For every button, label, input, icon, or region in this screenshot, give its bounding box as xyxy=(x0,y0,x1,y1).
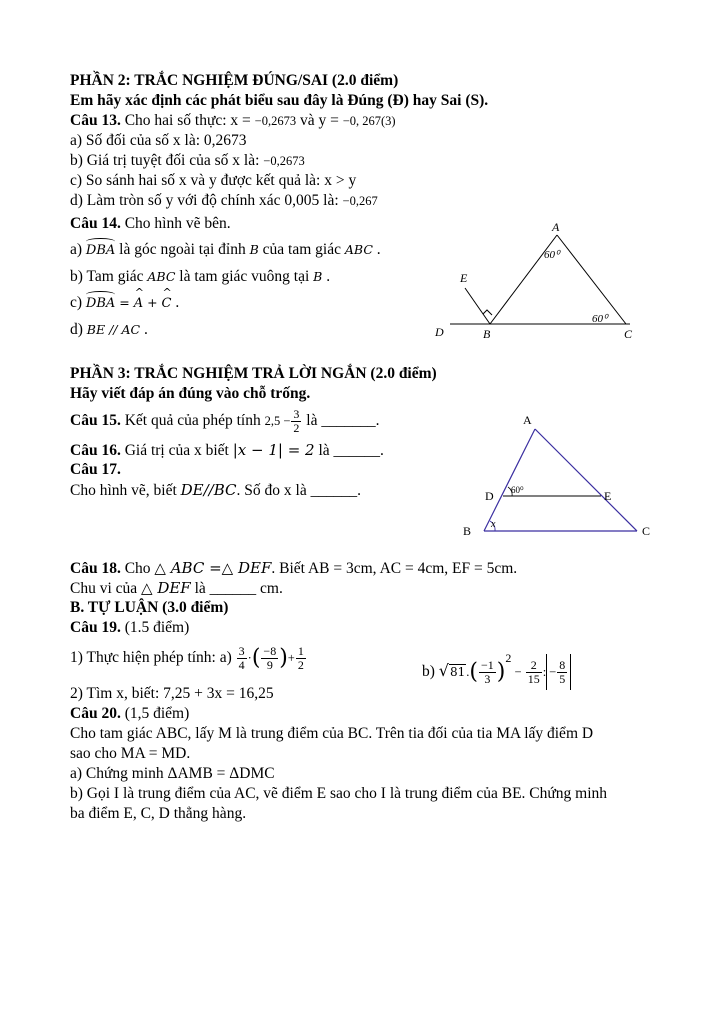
q14-c-end: . xyxy=(171,294,180,311)
q19-b-exponent: 2 xyxy=(505,651,512,665)
q14-d-prefix: d) xyxy=(70,321,87,338)
q13-mid: và y = xyxy=(296,112,343,129)
q18-statement xyxy=(70,558,517,579)
q20-line5: ba điểm E, C, D thẳng hàng. xyxy=(70,805,247,822)
q19-a-frac2-den: 9 xyxy=(266,657,273,672)
q19-b-frac3-den: 5 xyxy=(559,672,566,687)
part2-instruction: Em hãy xác định các phát biểu sau đây là Đúng (Đ) hay Sai (S). xyxy=(70,92,489,109)
q14-a-mid: là góc ngoài tại đỉnh xyxy=(115,241,250,258)
q19-b-frac3-num: 8 xyxy=(559,658,566,673)
angle-a-label: 60⁰ xyxy=(544,249,560,261)
q19-a-frac3 xyxy=(296,645,306,672)
q18-line2-prefix: Chu vi của xyxy=(70,580,142,597)
q19-b-abs: − $\frac{8}{5}$ xyxy=(546,654,571,690)
q14-a xyxy=(70,240,381,261)
q13-c: c) So sánh hai số x và y được kết quả là: x > y xyxy=(70,172,357,189)
q15-numerator: 3 xyxy=(293,406,300,421)
q20-line3: a) Chứng minh ΔAMB = ΔDMC xyxy=(70,765,275,782)
q19-a-frac1 xyxy=(237,645,247,672)
q17-text: Cho hình vẽ, biết xyxy=(70,482,181,499)
q19-part1: 1) Thực hiện phép tính: a) $\frac{3}{4}$ ·( $\frac{-8}{9}$ )+ $\frac{1}{2}$ xyxy=(70,643,304,672)
q19-b-sqrt: √81 xyxy=(438,661,466,680)
q13-b-value: −0,2673 xyxy=(263,154,305,168)
q16-text: Giá trị của x biết xyxy=(120,442,233,459)
q14-b-end: . xyxy=(322,268,331,285)
q20-label: Câu 20. xyxy=(70,705,121,722)
angle-c-label: 60⁰ xyxy=(592,313,608,325)
q14-d-expression: BE // AC xyxy=(86,322,141,337)
q15-expression: 2,5 − xyxy=(264,414,291,428)
q14-a-triangle: ABC xyxy=(344,242,373,257)
q13-b-text: b) Giá trị tuyệt đối của số x là: xyxy=(70,152,264,169)
q14-a-angle: DBA xyxy=(86,241,115,261)
q14-a-prefix: a) xyxy=(70,241,86,258)
q15-denominator: 2 xyxy=(293,420,300,435)
q14-a-vertex: B xyxy=(249,242,259,257)
label-c: C xyxy=(642,524,651,538)
q19-part1-b: b) √81.( $\frac{-1}{3}$ )$^2$ − $\frac{2}{15}$ : − $\frac{8}{5}$ xyxy=(422,640,571,676)
label-b: B xyxy=(463,524,472,538)
label-c: C xyxy=(624,327,633,341)
q20-line2: sao cho MA = MD. xyxy=(70,745,191,762)
q14-a-end: . xyxy=(372,241,381,258)
label-a: A xyxy=(523,413,532,427)
q19-b-frac2-num: 2 xyxy=(526,659,542,673)
q20-header xyxy=(70,704,189,724)
q20-line1: Cho tam giác ABC, lấy M là trung điểm của BC. Trên tia đối của tia MA lấy điểm D xyxy=(70,725,594,742)
q20-line4: b) Gọi I là trung điểm của AC, vẽ điểm E sao cho I là trung điểm của BE. Chứng minh xyxy=(70,785,608,802)
q19-b-frac2-den: 15 xyxy=(527,671,540,686)
segment-ab xyxy=(484,429,535,531)
q19-b-frac1 xyxy=(479,659,496,686)
label-e: E xyxy=(460,271,468,285)
q19-b-frac3 xyxy=(557,659,567,686)
q13-d-value: −0,267 xyxy=(342,194,378,208)
q14-c xyxy=(70,293,179,314)
part2-heading: PHẦN 2: TRẮC NGHIỆM ĐÚNG/SAI (2.0 điểm) xyxy=(70,72,399,89)
q14-b-triangle: ABC xyxy=(147,269,176,284)
q19-b-label: b) xyxy=(422,663,439,680)
q13-text: Cho hai số thực: x = xyxy=(120,112,255,129)
q19-b-frac1-num: −1 xyxy=(481,657,494,672)
q14-c-prefix: c) xyxy=(70,294,86,311)
q14-d xyxy=(70,320,148,340)
q18-line2 xyxy=(70,578,283,599)
q14-text: Cho hình vẽ bên. xyxy=(120,215,231,232)
q14-b-mid: là tam giác vuông tại xyxy=(175,268,314,285)
segment-ac xyxy=(535,429,637,531)
part3-instruction: Hãy viết đáp án đúng vào chỗ trống. xyxy=(70,385,311,402)
q15-blank: là _______. xyxy=(302,412,380,429)
q15-text: Kết quả của phép tính xyxy=(120,412,265,429)
q17-label: Câu 17. xyxy=(70,461,121,478)
label-b: B xyxy=(483,327,491,341)
q13-a: a) Số đối của số x là: 0,2673 xyxy=(70,132,247,149)
q18-blank: là ______ cm. xyxy=(190,580,283,597)
q19-part1-text: 1) Thực hiện phép tính: a) xyxy=(70,649,236,666)
q14-c-equals: = xyxy=(115,295,134,310)
label-d: D xyxy=(435,325,444,339)
q14-c-angle-c: ^ C xyxy=(162,294,172,314)
q13-y-value: −0, 267(3) xyxy=(342,114,396,128)
q19-a-frac2-num: −8 xyxy=(263,643,277,658)
q14-c-plus: + xyxy=(143,295,162,310)
q19-b-radicand: 81 xyxy=(450,665,466,679)
figure-q17 xyxy=(455,410,665,540)
q15-statement xyxy=(70,407,379,435)
q18-label: Câu 18. xyxy=(70,560,121,577)
q14-b xyxy=(70,267,330,287)
right-angle-mark xyxy=(483,310,492,315)
partB-heading: B. TỰ LUẬN (3.0 điểm) xyxy=(70,599,229,616)
q14-c-angle: DBA xyxy=(86,294,115,314)
q19-a-frac1-num: 3 xyxy=(238,643,245,658)
q17-statement xyxy=(70,480,361,501)
label-d: D xyxy=(485,489,494,503)
angle-x-label: x xyxy=(491,519,496,530)
part3-heading: PHẦN 3: TRẮC NGHIỆM TRẢ LỜI NGẮN (2.0 điểm) xyxy=(70,365,437,382)
q13-label: Câu 13. xyxy=(70,112,121,129)
q15-label: Câu 15. xyxy=(70,412,121,429)
q13-d-text: d) Làm tròn số y với độ chính xác 0,005 là: xyxy=(70,192,343,209)
q13-x-value: −0,2673 xyxy=(254,114,297,128)
q14-d-end: . xyxy=(140,321,148,338)
q20-points: (1,5 điểm) xyxy=(120,705,190,722)
q19-b-frac2 xyxy=(526,659,542,686)
q14-b-prefix: b) Tam giác xyxy=(70,268,148,285)
q13-statement xyxy=(70,111,396,131)
angle-d-label: 60⁰ xyxy=(511,485,524,495)
q19-part2: 2) Tìm x, biết: 7,25 + 3x = 16,25 xyxy=(70,685,274,702)
q16-label: Câu 16. xyxy=(70,442,121,459)
q14-b-vertex: B xyxy=(313,269,323,284)
q14-c-angle-a: ^ A xyxy=(134,294,143,314)
q17-expression: DE//BC xyxy=(180,481,237,499)
q18-end: . Biết AB = 3cm, AC = 4cm, EF = 5cm. xyxy=(271,560,518,577)
q17-blank: . Số đo x là ______. xyxy=(236,482,361,499)
q15-fraction xyxy=(291,408,301,435)
q18-text: Cho xyxy=(120,560,155,577)
segment-ac xyxy=(557,235,626,324)
q14-statement xyxy=(70,214,231,234)
q19-a-frac1-den: 4 xyxy=(238,657,245,672)
q13-d xyxy=(70,191,378,211)
q19-a-frac2 xyxy=(261,645,278,672)
q18-line2-expression: △ DEF xyxy=(141,579,191,597)
q19-b-frac1-den: 3 xyxy=(484,671,491,686)
q16-expression: |x − 1| = 2 xyxy=(232,441,315,459)
q19-label: Câu 19. xyxy=(70,619,121,636)
q16-statement xyxy=(70,440,384,461)
label-a: A xyxy=(552,220,560,234)
q13-b xyxy=(70,151,305,171)
q19-a-frac3-den: 2 xyxy=(297,657,304,672)
figure-q14 xyxy=(430,218,650,346)
label-e: E xyxy=(604,489,612,503)
q18-expression: △ ABC =△ DEF xyxy=(154,559,272,577)
q19-header xyxy=(70,618,189,638)
q16-blank: là ______. xyxy=(314,442,384,459)
q14-a-mid2: của tam giác xyxy=(258,241,345,258)
q19-a-frac3-num: 1 xyxy=(297,643,304,658)
segment-be xyxy=(465,288,490,324)
q14-label: Câu 14. xyxy=(70,215,121,232)
q19-points: (1.5 điểm) xyxy=(120,619,190,636)
